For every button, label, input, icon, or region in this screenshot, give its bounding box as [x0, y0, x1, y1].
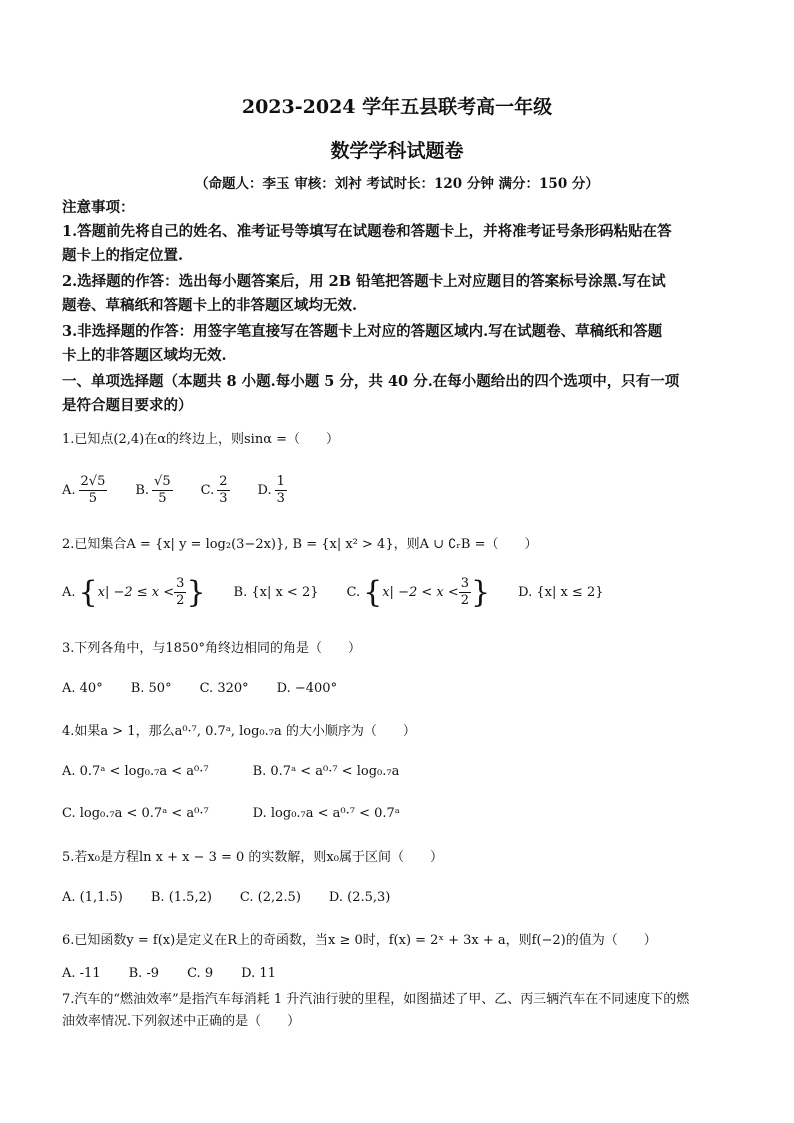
q1-d-numerator: 1	[276, 474, 285, 489]
question-4-options-row-2	[62, 806, 428, 821]
q2-c-left-brace: {	[363, 574, 383, 610]
q2-a-numerator: 3	[176, 576, 185, 591]
q2-c-condition: x| −2 < x <	[382, 585, 459, 600]
q2-option-b: B. {x| x < 2}	[233, 585, 319, 600]
exam-title: 2023-2024 学年五县联考高一年级	[241, 96, 553, 118]
question-1-stem: 1.已知点(2,4)在α的终边上，则sinα =（ ）	[62, 432, 340, 447]
q2-a-left-brace: {	[78, 574, 98, 610]
q1-a-denominator: 5	[88, 491, 98, 506]
note-line-1: 1.答题前先将自己的姓名、准考证号等填写在试题卷和答题卡上，并将准考证号条形码粘贴在答	[62, 223, 672, 240]
note-line-3: 2.选择题的作答：选出每小题答案后，用 2B 铅笔把答题卡上对应题目的答案标号涂黑.写在试	[62, 273, 666, 290]
q2-a-right-brace: }	[186, 574, 206, 610]
question-3-options	[62, 681, 365, 696]
q1-option-d	[258, 474, 287, 507]
q6-option-a: A. -11	[62, 966, 101, 981]
note-line-4: 题卷、草稿纸和答题卡上的非答题区域均无效.	[62, 297, 358, 314]
question-2-options	[62, 576, 632, 609]
q2-a-fraction	[174, 576, 186, 609]
q1-option-b-fraction	[152, 474, 173, 507]
q5-option-d: D. (2.5,3)	[328, 890, 391, 905]
q1-b-denominator: 5	[158, 491, 167, 506]
q1-option-d-label: D.	[257, 483, 272, 498]
question-6-stem: 6.已知函数y = f(x)是定义在R上的奇函数，当x ≥ 0时，f(x) = 2ˣ + 3x + a，则f(−2)的值为（ ）	[62, 933, 657, 948]
question-2-stem: 2.已知集合A = {x| y = log₂(3−2x)}, B = {x| x² > 4}，则A ∪ ∁ᵣB =（ ）	[62, 537, 538, 552]
q6-option-b: B. -9	[128, 966, 160, 981]
q3-option-d: D. −400°	[276, 681, 338, 696]
q2-option-c	[347, 576, 491, 609]
q1-a-numerator: 2√5	[80, 474, 106, 489]
question-7-line-2: 油效率情况.下列叙述中正确的是（ ）	[62, 1014, 301, 1029]
q1-option-c	[201, 474, 230, 507]
q1-option-c-label: C.	[200, 483, 215, 498]
q2-c-fraction	[459, 576, 471, 609]
q6-option-d: D. 11	[241, 966, 276, 981]
q1-option-a-fraction	[79, 474, 108, 507]
q2-option-a	[62, 576, 206, 609]
q3-option-a: A. 40°	[62, 681, 103, 696]
q1-c-numerator: 2	[219, 474, 228, 489]
note-line-2: 题卡上的指定位置.	[62, 247, 184, 264]
q3-option-b: B. 50°	[130, 681, 172, 696]
q4-option-a: A. 0.7ᵃ < log₀.₇a < a⁰·⁷	[62, 764, 209, 779]
q1-option-b-label: B.	[135, 483, 150, 498]
q2-a-denominator: 2	[176, 593, 185, 608]
q6-option-c: C. 9	[187, 966, 214, 981]
q5-option-b: B. (1.5,2)	[150, 890, 212, 905]
section-heading-line-2: 是符合题目要求的）	[62, 397, 193, 414]
question-6-options	[62, 966, 304, 981]
q2-option-c-label: C.	[346, 585, 361, 600]
question-7-line-1: 7.汽车的“燃油效率”是指汽车每消耗 1 升汽油行驶的里程，如图描述了甲、乙、丙三辆汽车在不同速度下的燃	[62, 992, 690, 1007]
q2-c-right-brace: }	[471, 574, 491, 610]
q4-option-c: C. log₀.₇a < 0.7ᵃ < a⁰·⁷	[62, 806, 209, 821]
section-heading-line-1: 一、单项选择题（本题共 8 小题.每小题 5 分，共 40 分.在每小题给出的四个选项中，只有一项	[62, 373, 680, 390]
question-4-stem: 4.如果a > 1，那么a⁰·⁷, 0.7ᵃ, log₀.₇a 的大小顺序为（ ）	[62, 724, 416, 739]
q5-option-c: C. (2,2.5)	[239, 890, 301, 905]
q1-option-a-label: A.	[62, 483, 76, 498]
q1-option-d-fraction	[275, 474, 287, 507]
question-1-options	[62, 474, 315, 507]
q4-option-d: D. log₀.₇a < a⁰·⁷ < 0.7ᵃ	[252, 806, 400, 821]
question-4-options-row-1	[62, 764, 427, 779]
q1-option-c-fraction	[217, 474, 229, 507]
q5-option-a: A. (1,1.5)	[62, 890, 123, 905]
q4-option-b: B. 0.7ᵃ < a⁰·⁷ < log₀.₇a	[252, 764, 400, 779]
q1-c-denominator: 3	[219, 491, 228, 506]
note-line-6: 卡上的非答题区域均无效.	[62, 347, 227, 364]
q2-option-a-label: A.	[62, 585, 76, 600]
q1-d-denominator: 3	[276, 491, 285, 506]
q2-a-condition: x| −2 ≤ x <	[97, 585, 175, 600]
q1-option-a	[62, 474, 107, 507]
q1-option-b	[135, 474, 172, 507]
notes-heading: 注意事项：	[62, 199, 135, 216]
q2-option-d: D. {x| x ≤ 2}	[518, 585, 604, 600]
question-3-stem: 3.下列各角中，与1850°角终边相同的角是（ ）	[62, 641, 361, 656]
q2-c-denominator: 2	[460, 593, 470, 608]
q1-b-numerator: √5	[154, 474, 171, 489]
question-5-stem: 5.若x₀是方程ln x + x − 3 = 0 的实数解，则x₀属于区间（ ）	[62, 850, 443, 865]
q3-option-c: C. 320°	[199, 681, 249, 696]
q2-c-numerator: 3	[460, 576, 470, 591]
exam-meta: （命题人：李玉 审核：刘衬 考试时长：120 分钟 满分：150 分）	[195, 176, 599, 192]
note-line-5: 3.非选择题的作答：用签字笔直接写在答题卡上对应的答题区域内.写在试题卷、草稿纸和答题	[62, 323, 663, 340]
exam-subtitle: 数学学科试题卷	[330, 140, 464, 162]
question-5-options	[62, 890, 418, 905]
